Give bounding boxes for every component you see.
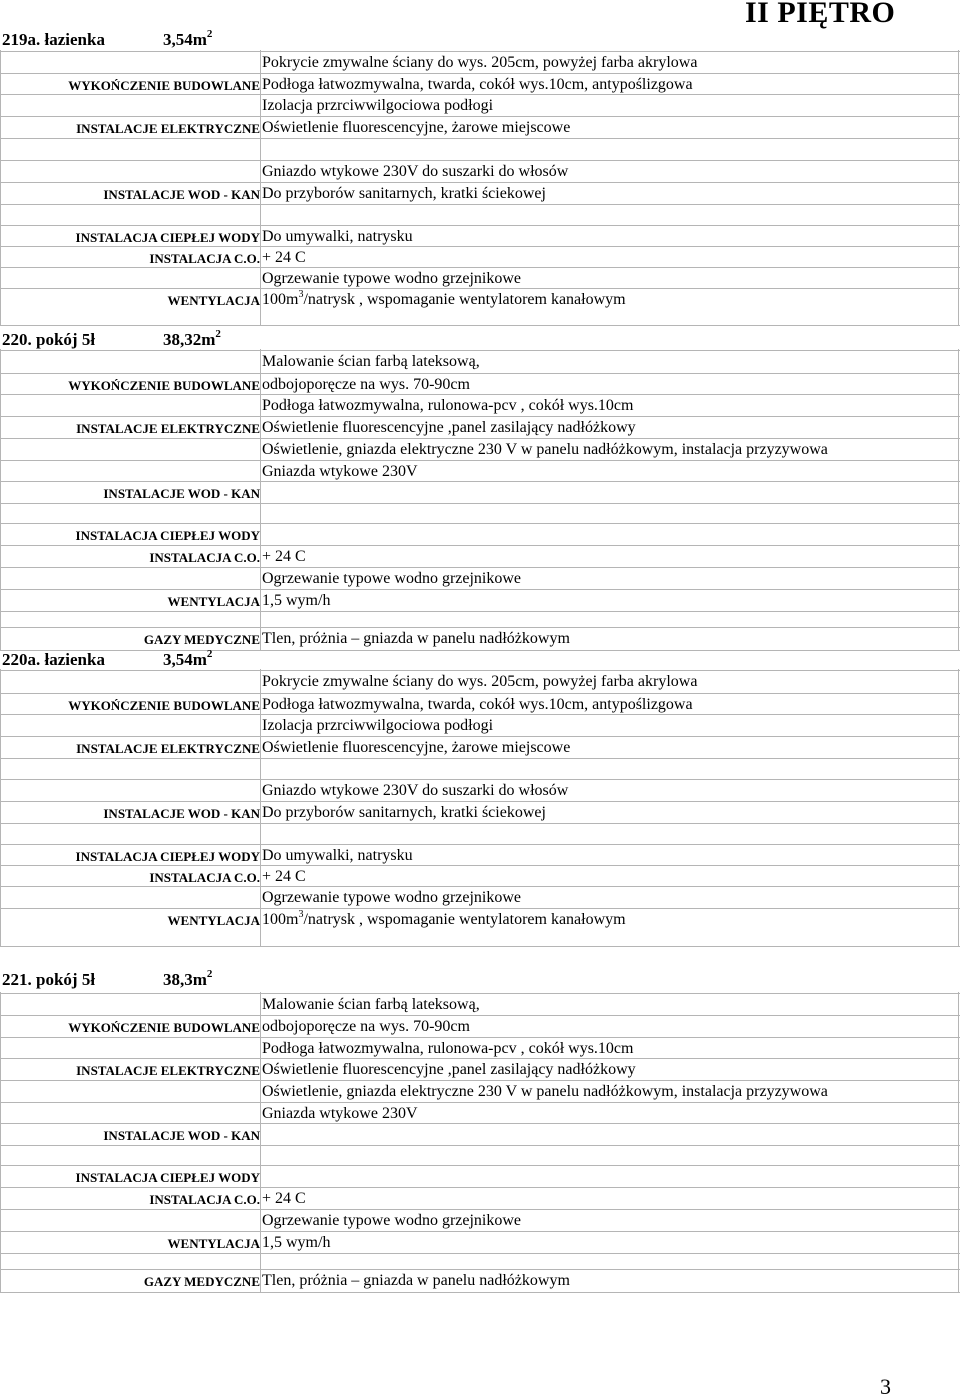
grid-line [958,50,959,325]
row-description-text: + 24 C [262,868,306,885]
row-description [262,1040,633,1058]
row-category-label: INSTALACJE ELEKTRYCZNE [76,741,260,756]
row-description-text: Do umywalki, natrysku [262,847,413,864]
row-description-text: Oświetlenie, gniazda elektryczne 230 V w panelu nadłóżkowym, instalacja przyzywowa [262,441,828,458]
grid-line [0,50,1,325]
row-category-label: INSTALACJA C.O. [149,550,260,565]
grid-line [0,325,960,326]
grid-line [0,758,960,759]
grid-line [0,73,960,74]
grid-line [0,714,960,715]
row-description-text: Ogrzewanie typowe wodno grzejnikowe [262,1212,522,1229]
grid-line [0,1123,960,1124]
row-description [262,1105,418,1123]
row-description [262,54,697,72]
room-area-value: 38,3m [163,970,207,989]
grid-line [0,416,960,417]
row-description-text: 1,5 wym/h [262,592,331,609]
row-description-text: Izolacja przrciwwilgociowa podłogi [262,97,494,114]
grid-line [0,992,1,1292]
row-description [262,696,693,714]
room-area-value: 3,54m [163,650,207,669]
row-description-text: Pokrycie zmywalne ściany do wys. 205cm, powyżej farba akrylowa [262,54,698,71]
grid-line [0,946,960,947]
grid-line [958,349,959,650]
row-category-label: INSTALACJA CIEPŁEJ WODY [75,528,260,543]
room-area [163,970,212,990]
grid-line [0,1058,960,1059]
grid-line [0,394,960,395]
grid-line [0,481,960,482]
row-category-label: INSTALACJE WOD - KAN [103,187,260,202]
row-category-label: WENTYLACJA [167,594,260,609]
row-description-text: Malowanie ścian farbą lateksową, [262,353,480,370]
row-description [262,185,546,203]
row-category-label: INSTALACJA C.O. [149,251,260,266]
row-category-label: INSTALACJA CIEPŁEJ WODY [75,1170,260,1185]
row-description [262,1190,306,1208]
row-description [262,228,413,246]
room-area-unit-exponent: 2 [206,648,213,660]
row-category-label: WENTYLACJA [167,1236,260,1251]
row-description [262,353,480,371]
row-description-text: Oświetlenie fluorescencyjne, żarowe miejscowe [262,739,571,756]
row-description-text: Podłoga łatwozmywalna, twarda, cokół wys.10cm, antypoślizgowa [262,76,693,93]
grid-line [0,886,960,887]
row-description-text: Izolacja przrciwwilgociowa podłogi [262,717,494,734]
row-description-text: Do umywalki, natrysku [262,228,413,245]
row-description [262,419,636,437]
grid-line [0,94,960,95]
row-description [262,996,480,1014]
row-category-label: INSTALACJE ELEKTRYCZNE [76,421,260,436]
row-description [262,889,521,907]
grid-line [260,349,261,650]
room-area [163,330,221,350]
row-description-text: 1,5 wym/h [262,1234,331,1251]
row-description-text: Oświetlenie, gniazda elektryczne 230 V w panelu nadłóżkowym, instalacja przyzywowa [262,1083,828,1100]
room-area-unit-exponent: 2 [215,328,221,340]
room-area-unit-exponent: 2 [206,968,213,980]
row-description [262,673,697,691]
row-description [262,397,633,415]
row-description-text: 100m [262,911,299,928]
grid-line [0,523,960,524]
row-description [262,1234,330,1252]
row-category-label: WENTYLACJA [167,293,260,308]
grid-line [0,288,960,289]
grid-line [0,182,960,183]
row-description-text: Podłoga łatwozmywalna, rulonowa-pcv , cokół wys.10cm [262,1040,634,1057]
floor-title: II PIĘTRO [745,0,896,29]
row-description-text: Do przyborów sanitarnych, kratki ściekowej [262,804,546,821]
row-description [262,782,568,800]
grid-line [0,438,960,439]
grid-line [0,1253,960,1254]
grid-line [0,349,1,650]
row-category-label: GAZY MEDYCZNE [143,632,260,647]
grid-line [0,823,960,824]
grid-line [0,1080,960,1081]
row-description [262,1083,828,1101]
grid-line [0,503,960,504]
grid-line [260,50,261,325]
row-description-text: Gniazda wtykowe 230V [262,463,418,480]
grid-line [0,1209,960,1210]
grid-line [958,992,959,1292]
row-category-label: INSTALACJA C.O. [149,1192,260,1207]
grid-line [0,589,960,590]
row-category-label: INSTALACJE WOD - KAN [103,1128,260,1143]
row-description-text: Oświetlenie fluorescencyjne ,panel zasilający nadłóżkowy [262,419,636,436]
grid-line [0,246,960,247]
room-number: 220a. łazienka [2,650,105,669]
grid-line [0,567,960,568]
row-description-text: Malowanie ścian farbą lateksową, [262,996,480,1013]
grid-line [0,611,960,612]
row-description-text: Ogrzewanie typowe wodno grzejnikowe [262,570,522,587]
grid-line [0,1102,960,1103]
room-area [163,30,212,50]
room-number: 221. pokój 5ł [2,970,96,989]
row-description [262,911,626,929]
row-description-text: Ogrzewanie typowe wodno grzejnikowe [262,889,522,906]
row-description [262,119,570,137]
row-category-label: INSTALACJA CIEPŁEJ WODY [75,849,260,864]
row-description [262,630,570,648]
row-category-label: WYKOŃCZENIE BUDOWLANE [68,1020,260,1035]
row-description-text: + 24 C [262,1190,306,1207]
row-description-text: Oświetlenie fluorescencyjne ,panel zasilający nadłóżkowy [262,1061,636,1078]
row-category-label: INSTALACJE WOD - KAN [103,806,260,821]
grid-line [0,736,960,737]
row-category-label: INSTALACJA CIEPŁEJ WODY [75,230,260,245]
grid-line [0,545,960,546]
row-description [262,868,306,886]
row-description-exponent: 3 [298,289,304,300]
room-area-value: 38,32m [163,330,216,349]
grid-line [0,1269,960,1270]
grid-line [0,138,960,139]
row-category-label: WENTYLACJA [167,913,260,928]
grid-line [0,1145,960,1146]
room-area [163,650,212,670]
row-category-label: WYKOŃCZENIE BUDOWLANE [68,378,260,393]
row-description-text: Ogrzewanie typowe wodno grzejnikowe [262,270,522,287]
row-description [262,270,521,288]
grid-line [0,1187,960,1188]
grid-line [260,669,261,946]
grid-line [0,373,960,374]
grid-line [0,1165,960,1166]
row-description [262,463,418,481]
grid-line [0,1231,960,1232]
row-description [262,804,546,822]
row-description [262,548,306,566]
row-description [262,1212,521,1230]
row-description [262,592,330,610]
row-description-text: odbojoporęcze na wys. 70-90cm [262,376,470,393]
row-category-label: GAZY MEDYCZNE [143,1274,260,1289]
row-description-text: Gniazdo wtykowe 230V do suszarki do włosów [262,163,569,180]
grid-line [0,669,1,946]
row-description [262,163,568,181]
grid-line [0,844,960,845]
row-description-text: Gniazdo wtykowe 230V do suszarki do włosów [262,782,569,799]
row-description-text: Do przyborów sanitarnych, kratki ściekowej [262,185,546,202]
row-description [262,847,413,865]
room-area-value: 3,54m [163,30,207,49]
grid-line [0,160,960,161]
row-category-label: INSTALACJE ELEKTRYCZNE [76,121,260,136]
row-description-text: Tlen, próżnia – gniazda w panelu nadłóżkowym [262,630,570,647]
row-description [262,717,493,735]
row-description [262,291,626,309]
grid-line [0,204,960,205]
grid-line [0,801,960,802]
room-header [0,30,400,56]
grid-line [0,225,960,226]
row-description [262,441,828,459]
row-description-text: Podłoga łatwozmywalna, rulonowa-pcv , cokół wys.10cm [262,397,634,414]
grid-line [0,865,960,866]
row-description-text: 100m [262,291,299,308]
row-category-label: INSTALACJE WOD - KAN [103,486,260,501]
grid-line [0,267,960,268]
row-category-label: INSTALACJA C.O. [149,870,260,885]
row-description [262,76,693,94]
grid-line [0,908,960,909]
room-number: 219a. łazienka [2,30,105,49]
row-description-text-after: /natrysk , wspomaganie wentylatorem kanałowym [303,911,626,928]
row-description-text: Gniazda wtykowe 230V [262,1105,418,1122]
room-area-unit-exponent: 2 [206,28,213,40]
grid-line [0,693,960,694]
row-description [262,249,306,267]
grid-line [0,627,960,628]
grid-line [0,1037,960,1038]
grid-line [0,460,960,461]
row-description [262,97,493,115]
grid-line [958,669,959,946]
row-description [262,1272,570,1290]
grid-line [0,779,960,780]
row-description-text-after: /natrysk , wspomaganie wentylatorem kanałowym [303,291,626,308]
grid-line [0,116,960,117]
row-description-text: Oświetlenie fluorescencyjne, żarowe miejscowe [262,119,571,136]
row-description [262,1018,470,1036]
row-description [262,1061,636,1079]
row-description-exponent: 3 [298,909,304,920]
row-description-text: Pokrycie zmywalne ściany do wys. 205cm, powyżej farba akrylowa [262,673,698,690]
row-description-text: Tlen, próżnia – gniazda w panelu nadłóżkowym [262,1272,570,1289]
room-number: 220. pokój 5ł [2,330,96,349]
page-number: 3 [880,1374,891,1399]
row-description-text: Podłoga łatwozmywalna, twarda, cokół wys.10cm, antypoślizgowa [262,696,693,713]
row-description [262,570,521,588]
row-description [262,376,470,394]
row-description [262,739,570,757]
grid-line [0,1292,960,1293]
grid-line [0,1015,960,1016]
grid-line [260,992,261,1292]
row-category-label: INSTALACJE ELEKTRYCZNE [76,1063,260,1078]
row-description-text: + 24 C [262,249,306,266]
room-header [0,970,400,996]
row-description-text: + 24 C [262,548,306,565]
row-category-label: WYKOŃCZENIE BUDOWLANE [68,78,260,93]
row-description-text: odbojoporęcze na wys. 70-90cm [262,1018,470,1035]
row-category-label: WYKOŃCZENIE BUDOWLANE [68,698,260,713]
